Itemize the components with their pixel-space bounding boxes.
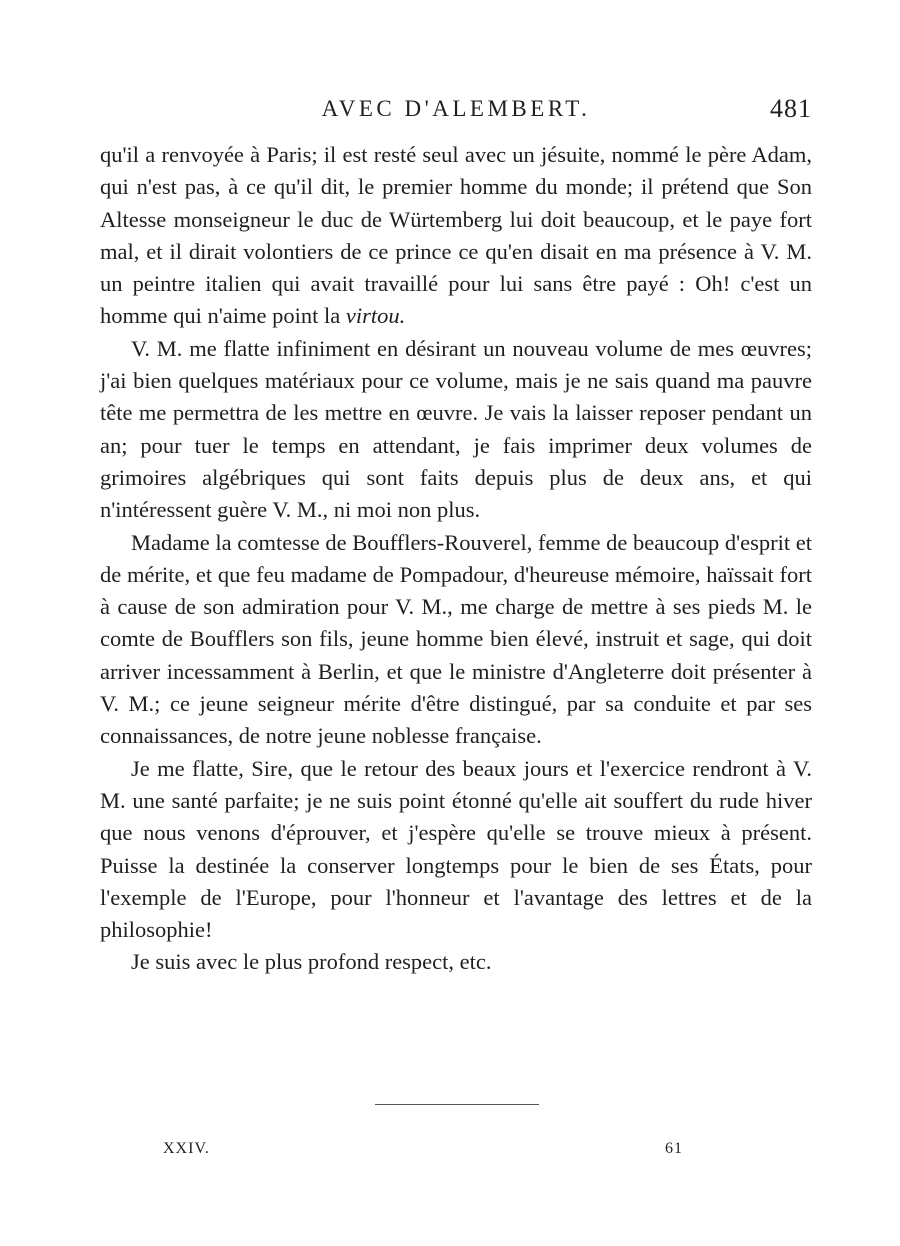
running-head (100, 96, 812, 130)
paragraph-1 (100, 139, 812, 333)
paragraph-4 (100, 753, 812, 947)
paragraph-5 (100, 946, 812, 978)
italic-word: virtou. (345, 303, 406, 329)
running-head-title: AVEC D'ALEMBERT. (321, 96, 591, 121)
volume-mark: XXIV. (163, 1140, 210, 1157)
closing-line: Je suis avec le plus profond respect, etc. (131, 949, 492, 975)
paragraph-text: Je me flatte, Sire, que le retour des beaux jours et l'exercice rendront à V. M. une santé parfaite; je ne suis point étonné qu'elle ait souffert du rude hiver que nous venons d'éprouver, et j'espère qu'elle se trouve mieux à présent. Puisse la destinée la conserver longtemps pour le bien de ses États, pour l'exemple de l'Europe, pour l'honneur et l'avantage des lettres et de la philosophie! (100, 755, 812, 943)
paragraph-text: qu'il a renvoyée à Paris; il est resté seul avec un jésuite, nommé le père Adam, qui n'est pas, à ce qu'il dit, le premier homme du monde; il prétend que Son Altesse monseigneur le duc de Würtemberg lui doit beaucoup, et le paye fort mal, et il dirait volontiers de ce prince ce qu'en disait en ma présence à V. M. un peintre italien qui avait travaillé pour lui sans être payé : Oh! c'est un homme qui n'aime point la (100, 142, 812, 329)
letter-body (100, 139, 812, 979)
paragraph-text: Madame la comtesse de Boufflers-Rouverel, femme de beaucoup d'esprit et de mérite, et que feu madame de Pompadour, d'heureuse mémoire, haïssait fort à cause de son admiration pour V. M., me charge de mettre à ses pieds M. le comte de Boufflers son fils, jeune homme bien élevé, instruit et sage, qui doit arriver incessamment à Berlin, et que le ministre d'Angleterre doit présenter à V. M.; ce jeune seigneur mérite d'être distingué, par sa conduite et par ses connaissances, de notre jeune noblesse française. (100, 529, 812, 749)
signature-mark: 61 (665, 1140, 683, 1157)
section-divider (375, 1104, 539, 1105)
paragraph-2 (100, 333, 812, 527)
paragraph-text: V. M. me flatte infiniment en désirant un nouveau volume de mes œuvres; j'ai bien quelques matériaux pour ce volume, mais je ne sais quand ma pauvre tête me permettra de les mettre en œuvre. Je vais la laisser reposer pendant un an; pour tuer le temps en attendant, je fais imprimer deux volumes de grimoires algébriques qui sont faits depuis plus de deux ans, et qui n'intéressent guère V. M., ni moi non plus. (100, 335, 812, 523)
paragraph-3 (100, 527, 812, 753)
page-number: 481 (770, 94, 812, 123)
page-footer (163, 1140, 683, 1164)
